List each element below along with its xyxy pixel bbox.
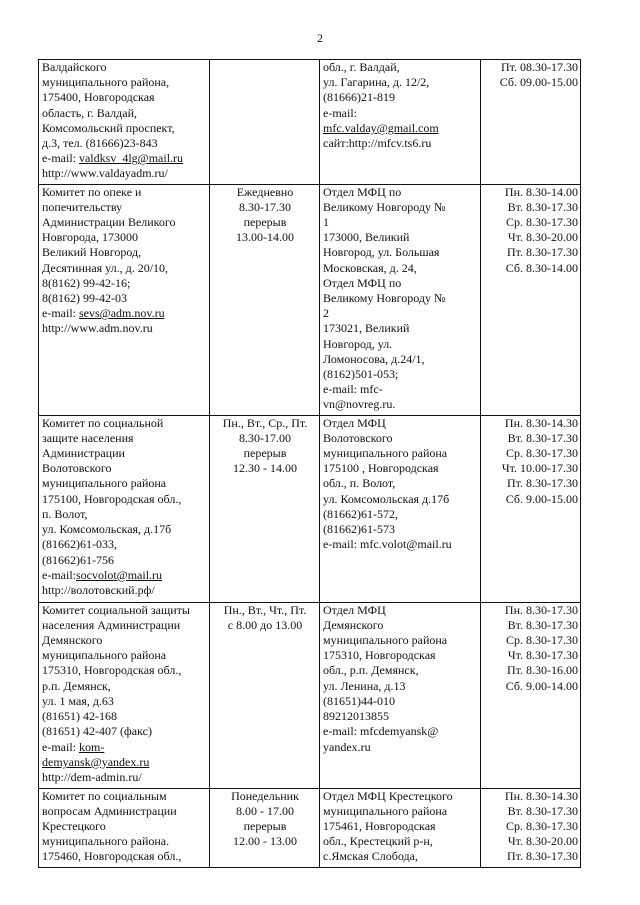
text-line: (81666)21-819 — [323, 90, 395, 105]
text-line: http://dem-admin.ru/ — [42, 769, 142, 784]
text-line: Волотовского — [323, 430, 393, 445]
text-line: ул. Ленина, д.13 — [323, 678, 406, 693]
text-line: ул. 1 мая, д.63 — [42, 693, 114, 708]
text-line: Великий Новгород, — [42, 245, 142, 260]
text-line: Чт. 8.30-17.30 — [507, 648, 578, 663]
text-line: Ср. 8.30-17.30 — [506, 215, 578, 230]
text-line: (81651) 42-407 (факс) — [42, 724, 152, 739]
text-line: Пт. 8.30-17.30 — [506, 245, 578, 260]
text-line: vn@novreg.ru. — [323, 397, 396, 412]
text-line: обл., Крестецкий р-н, — [323, 834, 433, 849]
services-table — [38, 59, 581, 868]
text-line: 1 — [323, 215, 329, 230]
text-line: Демянского — [42, 633, 103, 648]
text-line: населения Администрации — [42, 617, 181, 632]
text-line: 8(8162) 99-42-16; — [42, 275, 131, 290]
text-line: Сб. 09.00-15.00 — [499, 75, 578, 90]
text-line: (81651)44-010 — [323, 693, 395, 708]
table-row — [39, 60, 581, 185]
text-line: обл., г. Валдай, — [323, 60, 400, 74]
text-line: Московская, д. 24, — [323, 260, 417, 275]
text-line: Комитет по социальной — [42, 415, 164, 430]
text-line: Комсомольский проспект, — [42, 120, 175, 135]
text-line: 175460, Новгородская обл., — [42, 849, 182, 864]
text-line: e-mail: valdksv_4lg@mail.ru — [42, 151, 184, 166]
text-line: Администрации — [42, 446, 125, 461]
hours-cell — [210, 60, 320, 185]
text-line: вопросам Администрации — [42, 803, 177, 818]
text-line: Отдел МФЦ — [323, 415, 386, 430]
text-line: перерыв — [243, 215, 287, 230]
text-line: муниципального района — [323, 803, 448, 818]
text-line: д.3, тел. (81666)23-843 — [42, 136, 158, 151]
text-line: e-mail: — [323, 105, 357, 120]
email-link[interactable]: demyansk@yandex.ru — [42, 754, 150, 769]
text-line: Вт. 8.30-17.30 — [507, 430, 578, 445]
text-line: область, г. Валдай, — [42, 105, 138, 120]
text-line: Вт. 8.30-17.30 — [507, 199, 578, 214]
text-line: муниципального района — [42, 476, 167, 491]
text-line: п. Волот, — [42, 506, 88, 521]
mfc-cell — [320, 415, 481, 602]
text-line: Сб. 8.30-14.00 — [505, 260, 578, 275]
org-cell — [39, 60, 210, 185]
mfc-cell — [320, 60, 481, 185]
text-line: Ломоносова, д.24/1, — [323, 351, 425, 366]
text-line: Комитет по социальным — [42, 788, 167, 803]
text-line: Понедельник — [231, 788, 299, 803]
text-line: Пн., Вт., Ср., Пт. — [222, 415, 308, 430]
hours-cell — [210, 415, 320, 602]
text-line: (81662)61-756 — [42, 552, 114, 567]
text-line: e-mail:socvolot@mail.ru — [42, 567, 163, 582]
mfc-cell — [320, 788, 481, 867]
table-row — [39, 788, 581, 867]
text-line: Пт. 8.30-16.00 — [506, 663, 578, 678]
text-line: Крестецкого — [42, 819, 106, 834]
text-line: 175400, Новгородская — [42, 90, 155, 105]
text-line: 175310, Новгородская — [323, 648, 436, 663]
text-line: с.Ямская Слобода, — [323, 849, 418, 864]
text-line: Сб. 9.00-15.00 — [505, 491, 578, 506]
email-link[interactable]: mfc.valday@gmail.com — [323, 120, 439, 135]
text-line: Чт. 10.00-17.30 — [501, 461, 578, 476]
org-cell — [39, 788, 210, 867]
text-line: Великому Новгороду № — [323, 199, 446, 214]
text-line: http://www.valdayadm.ru/ — [42, 166, 168, 181]
text-line: e-mail: mfcdemyansk@ — [323, 724, 439, 739]
text-line: перерыв — [243, 446, 287, 461]
text-line: 173000, Великий — [323, 230, 410, 245]
text-line: 89212013855 — [323, 709, 389, 724]
text-line: 175461, Новгородская — [323, 819, 436, 834]
text-line: Отдел МФЦ по — [323, 275, 402, 290]
org-cell — [39, 602, 210, 788]
text-line: e-mail: mfc- — [323, 382, 383, 397]
text-line: 12.00 - 13.00 — [233, 834, 297, 849]
text-line: Пн. 8.30-14.00 — [504, 184, 578, 199]
text-line: 175310, Новгородская обл., — [42, 663, 182, 678]
text-line: Сб. 9.00-14.00 — [505, 678, 578, 693]
text-line: Чт. 8.30-20.00 — [507, 230, 578, 245]
text-line: Отдел МФЦ Крестецкого — [323, 788, 453, 803]
text-line: 2 — [323, 306, 329, 321]
email-link[interactable]: socvolot@mail.ru — [75, 567, 163, 582]
mfc-cell — [320, 602, 481, 788]
text-line: Ср. 8.30-17.30 — [506, 819, 578, 834]
text-line: Отдел МФЦ по — [323, 184, 402, 199]
text-line: Десятинная ул., д. 20/10, — [42, 260, 169, 275]
text-line: (81651) 42-168 — [42, 709, 117, 724]
text-line: Вт. 8.30-17.30 — [507, 617, 578, 632]
text-line: попечительству — [42, 199, 123, 214]
text-line: Пт. 8.30-17.30 — [506, 476, 578, 491]
text-line: 8.30-17.00 — [239, 430, 291, 445]
hours-cell — [210, 788, 320, 867]
text-line: Великому Новгороду № — [323, 291, 446, 306]
text-line: муниципального района — [323, 446, 448, 461]
schedule-cell — [481, 60, 581, 185]
text-line: Пн. 8.30-17.30 — [504, 602, 578, 617]
schedule-cell — [481, 415, 581, 602]
text-line: Пн. 8.30-14.30 — [504, 788, 578, 803]
text-line: 175100 , Новгородская — [323, 461, 439, 476]
text-line: 13.00-14.00 — [236, 230, 294, 245]
text-line: муниципального района — [42, 648, 167, 663]
org-cell — [39, 184, 210, 415]
text-line: обл., р.п. Демянск, — [323, 663, 419, 678]
text-line: (81662)61-572, — [323, 506, 398, 521]
text-line: 8.00 - 17.00 — [236, 803, 294, 818]
schedule-cell — [481, 788, 581, 867]
text-line: с 8.00 до 13.00 — [227, 617, 303, 632]
text-line: Отдел МФЦ — [323, 602, 386, 617]
text-line: 175100, Новгородская обл., — [42, 491, 182, 506]
text-line: e-mail: sevs@adm.nov.ru — [42, 306, 165, 321]
table-row — [39, 184, 581, 415]
email-link[interactable]: valdksv_4lg@mail.ru — [78, 151, 184, 166]
text-line: Чт. 8.30-20.00 — [507, 834, 578, 849]
text-line: e-mail: mfc.volot@mail.ru — [323, 537, 452, 552]
email-link[interactable]: sevs@adm.nov.ru — [78, 306, 165, 321]
mfc-cell — [320, 184, 481, 415]
text-line: yandex.ru — [323, 739, 371, 754]
text-line: Ежедневно — [236, 184, 294, 199]
text-line: Пн. 8.30-14.30 — [504, 415, 578, 430]
text-line: (8162)501-053; — [323, 367, 399, 382]
text-line: Администрации Великого — [42, 215, 176, 230]
text-line: Вт. 8.30-17.30 — [507, 803, 578, 818]
text-line: Пт. 08.30-17.30 — [500, 60, 578, 74]
text-line: e-mail: kom- — [42, 739, 105, 754]
text-line: ул. Гагарина, д. 12/2, — [323, 75, 430, 90]
table-row — [39, 602, 581, 788]
text-line: Демянского — [323, 617, 384, 632]
text-line: сайт:http://mfcv.ts6.ru — [323, 136, 432, 151]
schedule-cell — [481, 184, 581, 415]
text-line: http://волотовский.рф/ — [42, 582, 155, 597]
text-line: ул. Комсомольская, д.17б — [42, 522, 172, 537]
text-line: (81662)61-033, — [42, 537, 117, 552]
text-line — [323, 121, 478, 136]
text-line: обл., п. Волот, — [323, 476, 396, 491]
text-line: ул. Комсомольская д.17б — [323, 491, 450, 506]
text-line: Пт. 8.30-17.30 — [506, 849, 578, 864]
text-line: Валдайского — [42, 60, 107, 74]
text-line: р.п. Демянск, — [42, 678, 111, 693]
text-line: (81662)61-573 — [323, 522, 395, 537]
text-line — [42, 755, 207, 770]
text-line: муниципального района. — [42, 834, 170, 849]
text-line: Ср. 8.30-17.30 — [506, 446, 578, 461]
text-line: 8(8162) 99-42-03 — [42, 291, 127, 306]
page-number: 2 — [317, 31, 323, 45]
text-line: 8.30-17.30 — [239, 199, 291, 214]
text-line: защите населения — [42, 430, 134, 445]
text-line: перерыв — [243, 819, 287, 834]
table-row — [39, 415, 581, 602]
text-line: Ср. 8.30-17.30 — [506, 633, 578, 648]
text-line: 12.30 - 14.00 — [233, 461, 297, 476]
hours-cell — [210, 184, 320, 415]
text-line: муниципального района — [323, 633, 448, 648]
text-line: муниципального района, — [42, 75, 170, 90]
text-line: Комитет социальной защиты — [42, 602, 190, 617]
text-line: Новгорода, 173000 — [42, 230, 139, 245]
schedule-cell — [481, 602, 581, 788]
text-line: http://www.adm.nov.ru — [42, 321, 153, 336]
text-line: Пн., Вт., Чт., Пт. — [223, 602, 307, 617]
text-line: Волотовского — [42, 461, 112, 476]
text-line: Комитет по опеке и — [42, 184, 142, 199]
email-link[interactable]: kom- — [78, 739, 105, 754]
text-line: 173021, Великий — [323, 321, 410, 336]
org-cell — [39, 415, 210, 602]
hours-cell — [210, 602, 320, 788]
text-line: Новгород, ул. Большая — [323, 245, 440, 260]
text-line: Новгород, ул. — [323, 336, 393, 351]
